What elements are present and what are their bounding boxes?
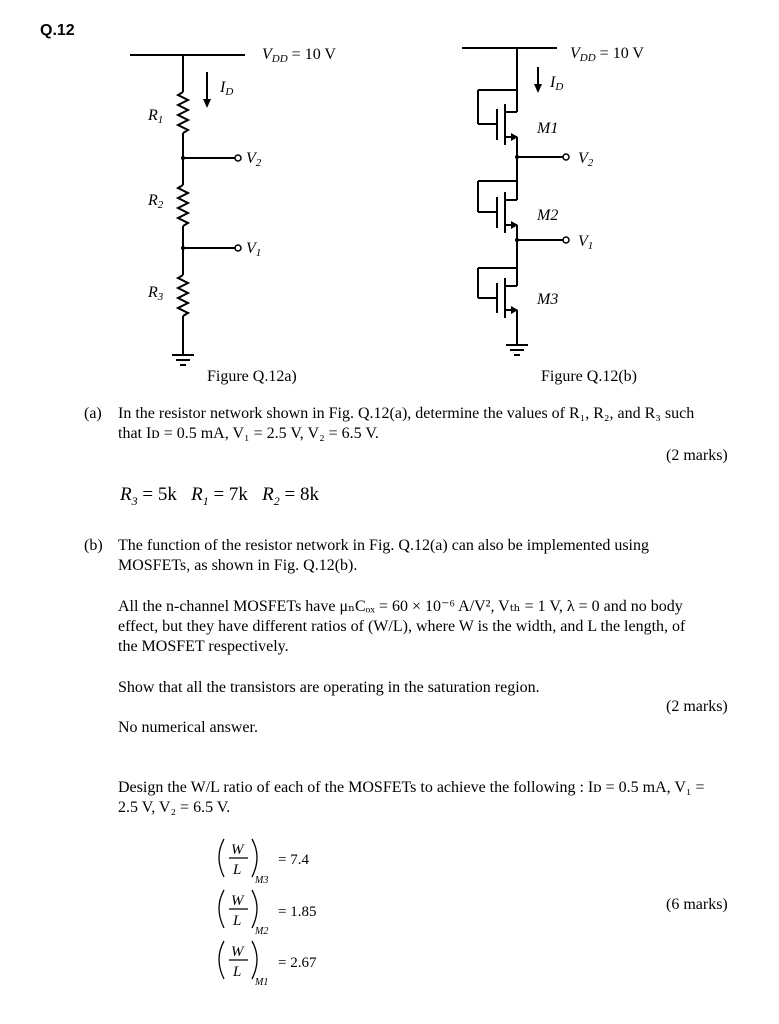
- figure-a-resistor-network: [0, 0, 779, 400]
- part-b-show-text: Show that all the transistors are operating in the saturation region.: [118, 679, 540, 696]
- m1-label: M1: [537, 120, 559, 137]
- part-b-no-answer: No numerical answer.: [118, 719, 258, 736]
- part-a-text-line1: In the resistor network shown in Fig. Q.12(a), determine the values of R₁, R₂, and R₃ such: [118, 405, 695, 422]
- wl-m1-num: W: [231, 944, 244, 960]
- part-a-marks: (2 marks): [666, 447, 728, 464]
- vdd-label-b: VDD = 10 V: [570, 45, 644, 64]
- part-a-text-line2: that Iᴅ = 0.5 mA, V₁ = 2.5 V, V₂ = 6.5 V.: [118, 425, 379, 442]
- figure-b-caption: Figure Q.12(b): [541, 368, 637, 385]
- resistor-r2: [178, 185, 188, 226]
- resistor-r1: [178, 92, 188, 133]
- wl-m2-num: W: [231, 893, 244, 909]
- v1-terminal-b: [563, 237, 569, 243]
- v2-terminal-b: [563, 154, 569, 160]
- wl-m3-sub: M3: [255, 875, 269, 886]
- v2-label-b: V2: [578, 150, 594, 169]
- part-a-label: (a): [84, 405, 102, 422]
- v1-label-b: V1: [578, 233, 594, 252]
- part-b-params-line2: effect, but they have different ratios of (W/L), where W is the width, and L the length, of: [118, 618, 686, 635]
- answer-r1: $R_1 = 7k$: [191, 484, 248, 508]
- wl-m1-value: = 2.67: [278, 955, 317, 971]
- part-b-params-line3: the MOSFET respectively.: [118, 638, 289, 655]
- r3-label: R3: [148, 284, 164, 303]
- part-b-show-marks: (2 marks): [666, 698, 728, 715]
- part-b-intro-line1: The function of the resistor network in Fig. Q.12(a) can also be implemented using: [118, 537, 649, 554]
- id-label-b: ID: [550, 74, 564, 93]
- part-b-design-line1: Design the W/L ratio of each of the MOSFETs to achieve the following : Iᴅ = 0.5 mA, V₁ =: [118, 779, 705, 796]
- m2-label: M2: [537, 207, 559, 224]
- v2-terminal-a: [235, 155, 241, 161]
- v1-label-a: V1: [246, 240, 262, 259]
- part-b-intro-line2: MOSFETs, as shown in Fig. Q.12(b).: [118, 557, 358, 574]
- vdd-label-a: VDD = 10 V: [262, 46, 336, 65]
- resistor-r3: [178, 275, 188, 316]
- r1-label: R1: [148, 107, 164, 126]
- part-b-design-line2: 2.5 V, V₂ = 6.5 V.: [118, 799, 231, 816]
- answer-r2: $R_2 = 8k$: [262, 484, 319, 508]
- figure-a-caption: Figure Q.12a): [207, 368, 297, 385]
- wl-m1-sub: M1: [255, 977, 269, 988]
- part-b-label: (b): [84, 537, 103, 554]
- part-a-answer: [120, 484, 319, 509]
- wl-m3-value: = 7.4: [278, 852, 309, 868]
- id-arrow-icon-b: [534, 84, 542, 93]
- wl-m2-value: = 1.85: [278, 904, 317, 920]
- part-b-design-marks: (6 marks): [666, 896, 728, 913]
- wl-m2-sub: M2: [255, 926, 269, 937]
- m3-label: M3: [537, 291, 559, 308]
- question-number: Q.12: [40, 22, 75, 39]
- wl-m2-den: L: [233, 913, 242, 929]
- answer-r3: $R_3 = 5k$: [120, 484, 177, 508]
- id-arrow-icon: [203, 99, 211, 108]
- wl-m1-den: L: [233, 964, 242, 980]
- v1-terminal-a: [235, 245, 241, 251]
- id-label-a: ID: [220, 79, 234, 98]
- r2-label: R2: [148, 192, 164, 211]
- part-b-params-line1: All the n-channel MOSFETs have μₙCₒₓ = 60 × 10⁻⁶ A/V², Vₜₕ = 1 V, λ = 0 and no body: [118, 598, 683, 615]
- wl-ratios: [210, 835, 370, 995]
- wl-m3-den: L: [233, 862, 242, 878]
- wl-m3-num: W: [231, 842, 244, 858]
- v2-label-a: V2: [246, 150, 262, 169]
